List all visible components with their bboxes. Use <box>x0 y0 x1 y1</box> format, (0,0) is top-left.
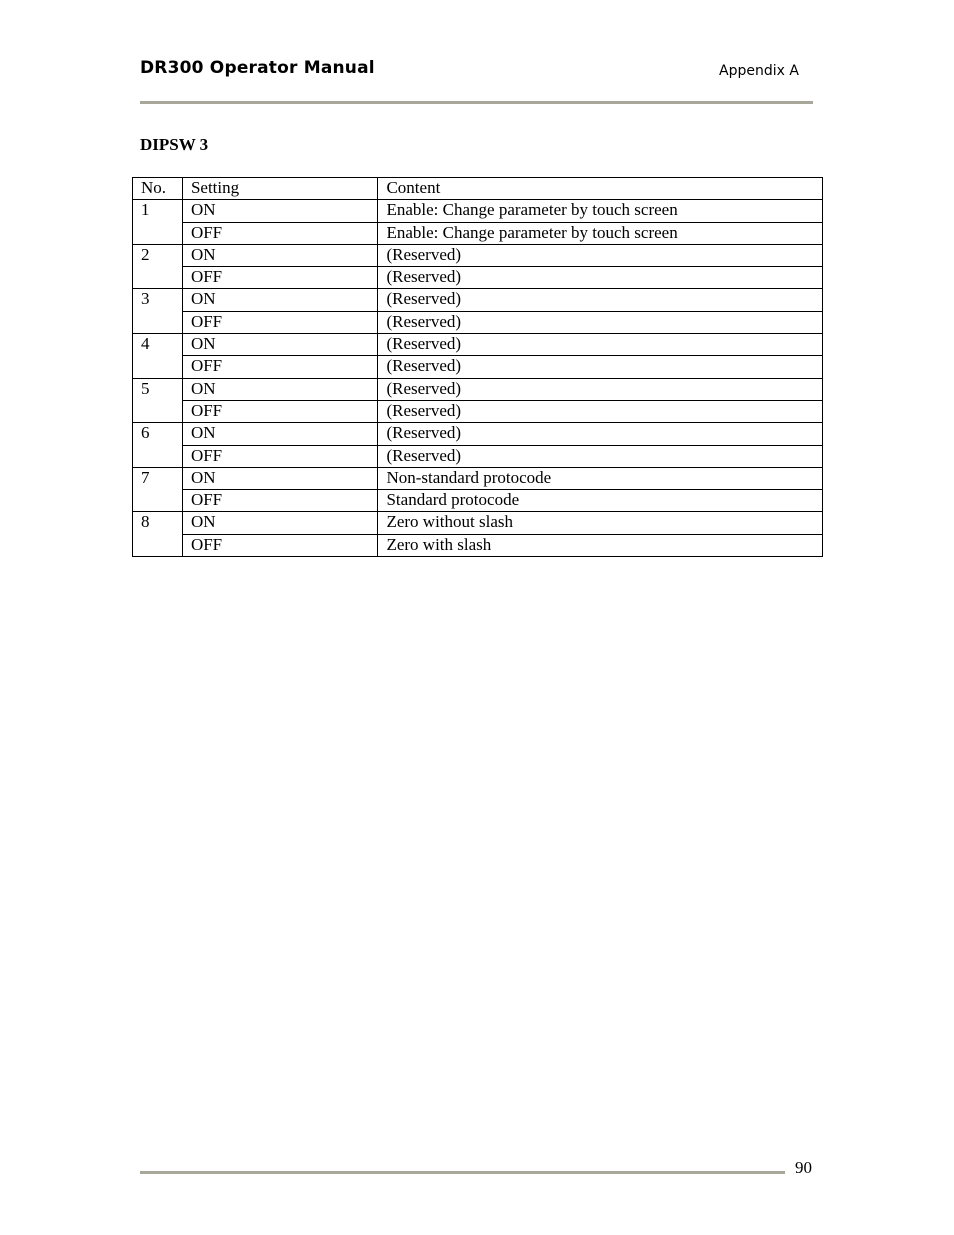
setting-cell: OFF <box>182 400 378 422</box>
table-row <box>133 334 823 356</box>
content-cell: Zero without slash <box>378 512 823 534</box>
table-row <box>133 400 823 422</box>
table-row <box>133 423 823 445</box>
page-number: 90 <box>795 1158 812 1177</box>
setting-cell: OFF <box>182 267 378 289</box>
content-cell: (Reserved) <box>378 400 823 422</box>
content-cell: Non-standard protocode <box>378 467 823 489</box>
content-cell: (Reserved) <box>378 378 823 400</box>
column-header-setting: Setting <box>182 178 378 200</box>
switch-number-cell: 8 <box>133 512 183 557</box>
column-header-content: Content <box>378 178 823 200</box>
switch-number-cell: 5 <box>133 378 183 423</box>
table-row <box>133 534 823 556</box>
setting-cell: OFF <box>182 534 378 556</box>
table-header-row <box>133 178 823 200</box>
setting-cell: OFF <box>182 490 378 512</box>
table-row <box>133 200 823 222</box>
setting-cell: ON <box>182 200 378 222</box>
content-cell: (Reserved) <box>378 445 823 467</box>
table-row <box>133 244 823 266</box>
content-cell: (Reserved) <box>378 423 823 445</box>
setting-cell: ON <box>182 244 378 266</box>
content-cell: (Reserved) <box>378 311 823 333</box>
content-cell: Standard protocode <box>378 490 823 512</box>
switch-number-cell: 6 <box>133 423 183 468</box>
content-cell: (Reserved) <box>378 289 823 311</box>
setting-cell: ON <box>182 423 378 445</box>
setting-cell: OFF <box>182 222 378 244</box>
setting-cell: ON <box>182 378 378 400</box>
table-row <box>133 311 823 333</box>
setting-cell: OFF <box>182 356 378 378</box>
content-cell: Enable: Change parameter by touch screen <box>378 200 823 222</box>
footer-divider <box>140 1171 785 1174</box>
table-row <box>133 267 823 289</box>
dip-switch-table <box>132 177 823 557</box>
content-cell: (Reserved) <box>378 267 823 289</box>
table-row <box>133 378 823 400</box>
setting-cell: ON <box>182 512 378 534</box>
table-row <box>133 467 823 489</box>
table-row <box>133 222 823 244</box>
content-cell: (Reserved) <box>378 334 823 356</box>
content-cell: Zero with slash <box>378 534 823 556</box>
switch-number-cell: 1 <box>133 200 183 245</box>
content-cell: (Reserved) <box>378 356 823 378</box>
section-label: Appendix A <box>719 63 799 79</box>
setting-cell: OFF <box>182 311 378 333</box>
content-cell: (Reserved) <box>378 244 823 266</box>
switch-number-cell: 2 <box>133 244 183 289</box>
switch-number-cell: 3 <box>133 289 183 334</box>
document-title: DR300 Operator Manual <box>140 58 375 78</box>
setting-cell: ON <box>182 334 378 356</box>
column-header-no: No. <box>133 178 183 200</box>
table-row <box>133 512 823 534</box>
table-row <box>133 490 823 512</box>
switch-number-cell: 7 <box>133 467 183 512</box>
setting-cell: OFF <box>182 445 378 467</box>
setting-cell: ON <box>182 467 378 489</box>
content-cell: Enable: Change parameter by touch screen <box>378 222 823 244</box>
header-divider <box>140 101 813 104</box>
table-row <box>133 356 823 378</box>
setting-cell: ON <box>182 289 378 311</box>
section-heading: DIPSW 3 <box>140 135 209 154</box>
table-row <box>133 289 823 311</box>
table-row <box>133 445 823 467</box>
switch-number-cell: 4 <box>133 334 183 379</box>
